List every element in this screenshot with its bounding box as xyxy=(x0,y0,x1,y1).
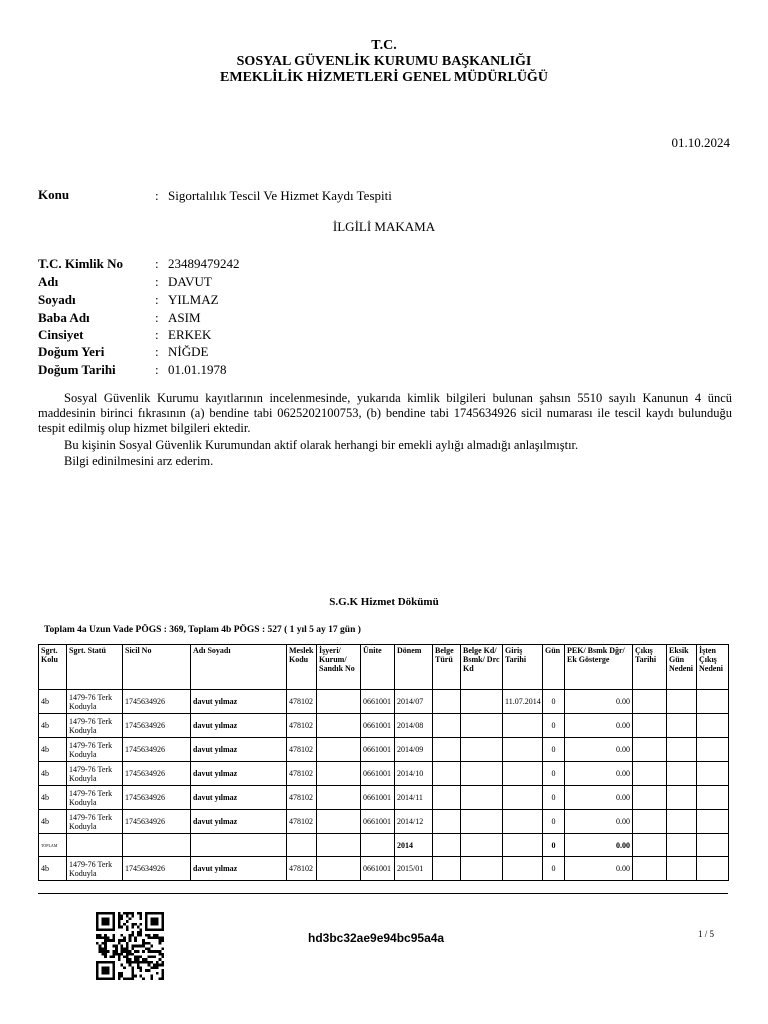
cell-ad: davut yılmaz xyxy=(191,690,287,714)
table-row xyxy=(39,857,729,881)
col-belge-kd: Belge Kd/ Bsmk/ Drc Kd xyxy=(461,645,503,690)
cell-cikis xyxy=(633,786,667,810)
cell-kolu: 4b xyxy=(39,786,67,810)
col-eksik-gun: Eksik Gün Nedeni xyxy=(667,645,697,690)
cell-belge xyxy=(433,857,461,881)
cell-giris xyxy=(503,810,543,834)
cell-donem: 2014/07 xyxy=(395,690,433,714)
cell-eksik xyxy=(667,714,697,738)
body-paragraph-2: Bu kişinin Sosyal Güvenlik Kurumundan aktif olarak herhangi bir emekli aylığı almadığı anlaşılmıştır. xyxy=(64,438,579,452)
total-empty-cell xyxy=(317,834,361,857)
cell-isyeri xyxy=(317,810,361,834)
cell-isyeri xyxy=(317,762,361,786)
father-name-label: Baba Adı xyxy=(38,310,90,325)
cell-cikis xyxy=(633,762,667,786)
cell-kolu: 4b xyxy=(39,690,67,714)
cell-isyeri xyxy=(317,786,361,810)
cell-cikis xyxy=(633,690,667,714)
cell-unite: 0661001 xyxy=(361,857,395,881)
cell-belge xyxy=(433,738,461,762)
col-sgrt-statu: Sgrt. Statü xyxy=(67,645,123,690)
cell-pek: 0.00 xyxy=(565,714,633,738)
service-summary: Toplam 4a Uzun Vade PÖGS : 369, Toplam 4b PÖGS : 527 ( 1 yıl 5 ay 17 gün ) xyxy=(44,625,361,635)
cell-isyeri xyxy=(317,690,361,714)
total-pek: 0.00 xyxy=(565,834,633,857)
total-empty-cell xyxy=(287,834,317,857)
col-adi-soyadi: Adı Soyadı xyxy=(191,645,287,690)
cell-meslek: 478102 xyxy=(287,738,317,762)
cell-meslek: 478102 xyxy=(287,857,317,881)
cell-donem: 2014/08 xyxy=(395,714,433,738)
cell-isten xyxy=(697,714,729,738)
cell-gun: 0 xyxy=(543,738,565,762)
cell-meslek: 478102 xyxy=(287,690,317,714)
cell-belge xyxy=(433,786,461,810)
cell-kd xyxy=(461,738,503,762)
cell-ad: davut yılmaz xyxy=(191,857,287,881)
cell-gun: 0 xyxy=(543,714,565,738)
cell-pek: 0.00 xyxy=(565,786,633,810)
cell-cikis xyxy=(633,857,667,881)
cell-statu: 1479-76 Terk Koduyla xyxy=(67,714,123,738)
cell-isten xyxy=(697,857,729,881)
footer-divider xyxy=(38,893,728,894)
table-title: S.G.K Hizmet Dökümü xyxy=(329,596,439,608)
col-giris-tarihi: Giriş Tarihi xyxy=(503,645,543,690)
cell-eksik xyxy=(667,738,697,762)
cell-statu: 1479-76 Terk Koduyla xyxy=(67,786,123,810)
cell-unite: 0661001 xyxy=(361,714,395,738)
col-meslek-kodu: Meslek Kodu xyxy=(287,645,317,690)
cell-sicil: 1745634926 xyxy=(123,738,191,762)
total-label: TOPLAM xyxy=(39,834,67,857)
surname-label: Soyadı xyxy=(38,292,76,307)
total-empty-cell xyxy=(191,834,287,857)
cell-sicil: 1745634926 xyxy=(123,714,191,738)
cell-gun: 0 xyxy=(543,857,565,881)
cell-isten xyxy=(697,762,729,786)
gender-colon: : xyxy=(155,327,159,342)
cell-belge xyxy=(433,762,461,786)
col-unite: Ünite xyxy=(361,645,395,690)
cell-ad: davut yılmaz xyxy=(191,810,287,834)
total-row xyxy=(39,834,729,857)
subject-value: Sigortalılık Tescil Ve Hizmet Kaydı Tespiti xyxy=(168,188,392,203)
subject-label: Konu xyxy=(38,187,70,202)
cell-giris xyxy=(503,762,543,786)
total-donem: 2014 xyxy=(395,834,433,857)
cell-cikis xyxy=(633,738,667,762)
cell-gun: 0 xyxy=(543,762,565,786)
cell-donem: 2014/12 xyxy=(395,810,433,834)
table-row xyxy=(39,810,729,834)
cell-giris: 11.07.2014 xyxy=(503,690,543,714)
cell-isten xyxy=(697,786,729,810)
cell-sicil: 1745634926 xyxy=(123,762,191,786)
cell-kd xyxy=(461,690,503,714)
cell-belge xyxy=(433,714,461,738)
cell-statu: 1479-76 Terk Koduyla xyxy=(67,810,123,834)
cell-eksik xyxy=(667,762,697,786)
cell-belge xyxy=(433,690,461,714)
cell-donem: 2015/01 xyxy=(395,857,433,881)
table-row xyxy=(39,714,729,738)
table-row xyxy=(39,738,729,762)
cell-meslek: 478102 xyxy=(287,714,317,738)
col-sicil-no: Sicil No xyxy=(123,645,191,690)
addressee: İLGİLİ MAKAMA xyxy=(332,219,436,234)
cell-isten xyxy=(697,810,729,834)
surname-colon: : xyxy=(155,292,159,307)
cell-pek: 0.00 xyxy=(565,857,633,881)
cell-unite: 0661001 xyxy=(361,810,395,834)
cell-kolu: 4b xyxy=(39,738,67,762)
cell-kolu: 4b xyxy=(39,714,67,738)
cell-gun: 0 xyxy=(543,786,565,810)
cell-meslek: 478102 xyxy=(287,786,317,810)
subject-colon: : xyxy=(155,188,159,203)
cell-isyeri xyxy=(317,738,361,762)
birthplace-label: Doğum Yeri xyxy=(38,344,105,359)
col-gun: Gün xyxy=(543,645,565,690)
father-name-value: ASIM xyxy=(168,310,201,325)
cell-unite: 0661001 xyxy=(361,690,395,714)
cell-statu: 1479-76 Terk Koduyla xyxy=(67,857,123,881)
table-row xyxy=(39,690,729,714)
cell-eksik xyxy=(667,786,697,810)
cell-pek: 0.00 xyxy=(565,762,633,786)
body-paragraph-1: Sosyal Güvenlik Kurumu kayıtlarının incelenmesinde, yukarıda kimlik bilgileri bulunan şahsın 5510 sayılı Kanunun 4 üncü maddesinin birinci fıkrasının (a) bendine tabi 0625202100753, (b) bendine tabi 1745634926 sicil numarası ile tescil kaydı bulunduğu tespit edilmiş olup hizmet bilgileri ektedir. xyxy=(38,391,732,435)
service-table xyxy=(38,644,729,881)
verification-hash: hd3bc32ae9e94bc95a4a xyxy=(308,931,445,945)
birthdate-colon: : xyxy=(155,362,159,377)
cell-meslek: 478102 xyxy=(287,762,317,786)
cell-ad: davut yılmaz xyxy=(191,738,287,762)
cell-ad: davut yılmaz xyxy=(191,714,287,738)
name-label: Adı xyxy=(38,274,59,289)
cell-donem: 2014/10 xyxy=(395,762,433,786)
birthdate-value: 01.01.1978 xyxy=(168,362,227,377)
cell-isten xyxy=(697,738,729,762)
cell-pek: 0.00 xyxy=(565,738,633,762)
gender-label: Cinsiyet xyxy=(38,327,84,342)
birthplace-value: NİĞDE xyxy=(168,344,209,359)
cell-statu: 1479-76 Terk Koduyla xyxy=(67,690,123,714)
cell-giris xyxy=(503,714,543,738)
father-name-colon: : xyxy=(155,310,159,325)
cell-unite: 0661001 xyxy=(361,738,395,762)
cell-giris xyxy=(503,738,543,762)
total-empty-cell xyxy=(123,834,191,857)
cell-kd xyxy=(461,786,503,810)
cell-unite: 0661001 xyxy=(361,762,395,786)
cell-donem: 2014/11 xyxy=(395,786,433,810)
cell-gun: 0 xyxy=(543,690,565,714)
body-paragraph-3: Bilgi edinilmesini arz ederim. xyxy=(64,454,214,468)
cell-belge xyxy=(433,810,461,834)
cell-unite: 0661001 xyxy=(361,786,395,810)
cell-giris xyxy=(503,857,543,881)
col-cikis-tarihi: Çıkış Tarihi xyxy=(633,645,667,690)
total-empty-cell xyxy=(433,834,461,857)
col-isyeri: İşyeri/ Kurum/ Sandık No xyxy=(317,645,361,690)
cell-kd xyxy=(461,714,503,738)
birthplace-colon: : xyxy=(155,344,159,359)
surname-value: YILMAZ xyxy=(168,292,219,307)
total-empty-cell xyxy=(361,834,395,857)
cell-kd xyxy=(461,857,503,881)
cell-isten xyxy=(697,690,729,714)
total-empty-cell xyxy=(503,834,543,857)
table-row xyxy=(39,762,729,786)
header-line-3: EMEKLİLİK HİZMETLERİ GENEL MÜDÜRLÜĞÜ xyxy=(220,70,548,85)
tc-value: 23489479242 xyxy=(168,256,240,271)
cell-donem: 2014/09 xyxy=(395,738,433,762)
col-sgrt-kolu: Sgrt. Kolu xyxy=(39,645,67,690)
cell-gun: 0 xyxy=(543,810,565,834)
cell-cikis xyxy=(633,714,667,738)
birthdate-label: Doğum Tarihi xyxy=(38,362,116,377)
total-empty-cell xyxy=(67,834,123,857)
cell-kolu: 4b xyxy=(39,762,67,786)
cell-eksik xyxy=(667,810,697,834)
col-pek: PEK/ Bsmk Dğr/ Ek Gösterge xyxy=(565,645,633,690)
cell-ad: davut yılmaz xyxy=(191,762,287,786)
cell-kd xyxy=(461,810,503,834)
col-isten-cikis: İşten Çıkış Nedeni xyxy=(697,645,729,690)
col-donem: Dönem xyxy=(395,645,433,690)
cell-ad: davut yılmaz xyxy=(191,786,287,810)
total-empty-cell xyxy=(633,834,667,857)
total-gun: 0 xyxy=(543,834,565,857)
cell-statu: 1479-76 Terk Koduyla xyxy=(67,738,123,762)
table-row xyxy=(39,786,729,810)
cell-sicil: 1745634926 xyxy=(123,810,191,834)
cell-meslek: 478102 xyxy=(287,810,317,834)
cell-isyeri xyxy=(317,714,361,738)
total-empty-cell xyxy=(667,834,697,857)
total-empty-cell xyxy=(461,834,503,857)
cell-statu: 1479-76 Terk Koduyla xyxy=(67,762,123,786)
cell-sicil: 1745634926 xyxy=(123,857,191,881)
cell-cikis xyxy=(633,810,667,834)
qr-code-icon xyxy=(96,912,164,980)
document-date: 01.10.2024 xyxy=(671,135,730,150)
page-number: 1 / 5 xyxy=(697,929,714,939)
cell-pek: 0.00 xyxy=(565,810,633,834)
cell-kd xyxy=(461,762,503,786)
cell-isyeri xyxy=(317,857,361,881)
gender-value: ERKEK xyxy=(168,327,212,342)
cell-kolu: 4b xyxy=(39,810,67,834)
cell-kolu: 4b xyxy=(39,857,67,881)
total-empty-cell xyxy=(697,834,729,857)
tc-colon: : xyxy=(155,256,159,271)
header-line-1: T.C. xyxy=(371,38,397,53)
name-colon: : xyxy=(155,274,159,289)
cell-giris xyxy=(503,786,543,810)
table-header-row xyxy=(39,645,729,690)
cell-pek: 0.00 xyxy=(565,690,633,714)
col-belge-turu: Belge Türü xyxy=(433,645,461,690)
cell-eksik xyxy=(667,690,697,714)
name-value: DAVUT xyxy=(168,274,212,289)
cell-sicil: 1745634926 xyxy=(123,690,191,714)
tc-label: T.C. Kimlik No xyxy=(38,256,123,271)
cell-sicil: 1745634926 xyxy=(123,786,191,810)
cell-eksik xyxy=(667,857,697,881)
header-line-2: SOSYAL GÜVENLİK KURUMU BAŞKANLIĞI xyxy=(236,54,532,69)
